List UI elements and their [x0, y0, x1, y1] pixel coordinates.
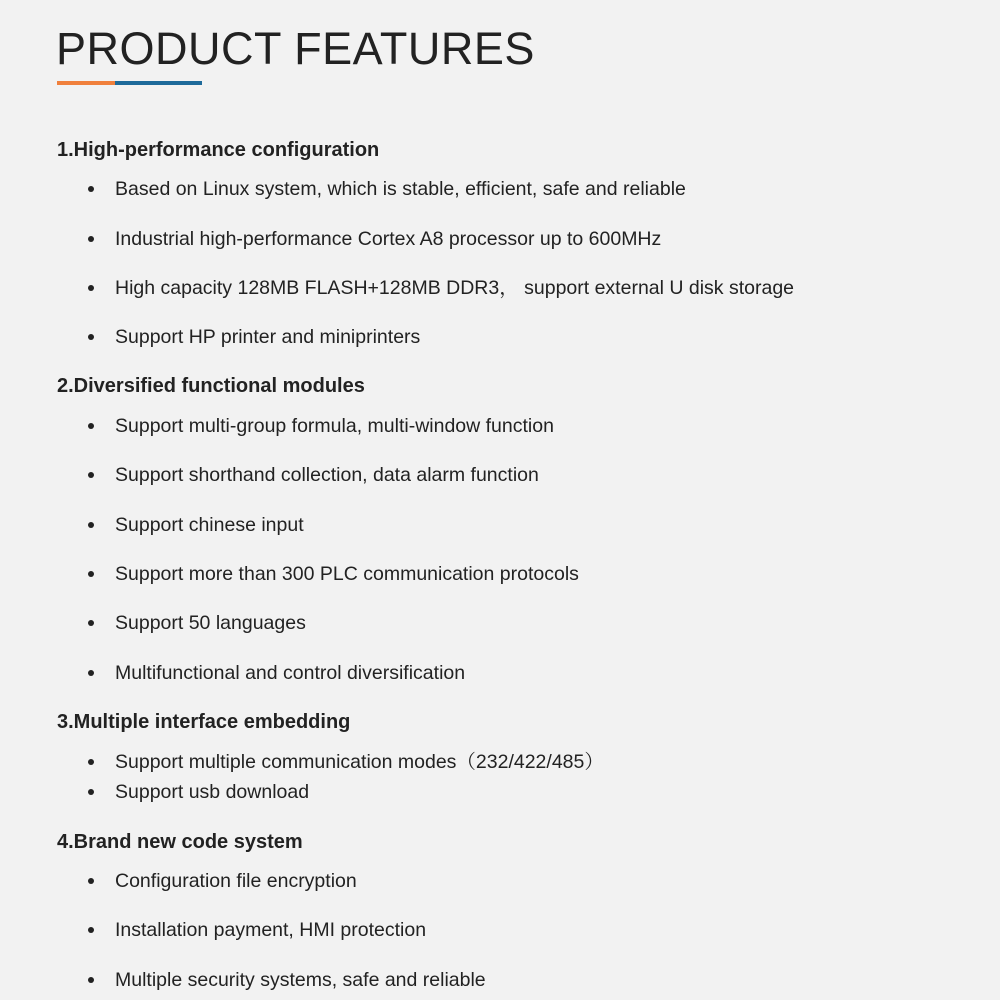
title-underline-orange-segment: [57, 81, 115, 85]
list-item: [88, 968, 486, 992]
list-item: [88, 611, 306, 635]
list-item: [88, 463, 539, 487]
title-underline-blue-segment: [115, 81, 202, 85]
list-item-text: Support usb download: [115, 781, 310, 803]
list-item: [88, 414, 554, 438]
bullet-dot-icon: [88, 977, 94, 983]
list-item-text: Support multiple communication modes（232/422/485）: [115, 751, 604, 773]
list-item: [88, 325, 420, 349]
bullet-dot-icon: [88, 334, 94, 340]
list-item: [88, 513, 304, 537]
list-item: [88, 562, 579, 586]
list-item: [88, 918, 426, 942]
section-heading: 1.High-performance configuration: [57, 139, 380, 161]
bullet-dot-icon: [88, 186, 94, 192]
list-item-text: Support 50 languages: [115, 612, 306, 634]
list-item: [88, 869, 357, 893]
bullet-dot-icon: [88, 620, 94, 626]
page-title: PRODUCT FEATURES: [56, 23, 535, 74]
bullet-dot-icon: [88, 878, 94, 884]
bullet-dot-icon: [88, 285, 94, 291]
list-item-text: High capacity 128MB FLASH+128MB DDR3， support external U disk storage: [115, 277, 795, 299]
bullet-dot-icon: [88, 472, 94, 478]
list-item-text: Industrial high-performance Cortex A8 processor up to 600MHz: [115, 228, 662, 250]
list-item-text: Multifunctional and control diversification: [115, 662, 466, 684]
list-item-text: Support HP printer and miniprinters: [115, 326, 421, 348]
bullet-dot-icon: [88, 927, 94, 933]
list-item-text: Support multi-group formula, multi-window function: [115, 415, 554, 437]
list-item-text: Support more than 300 PLC communication protocols: [115, 563, 579, 585]
bullet-dot-icon: [88, 423, 94, 429]
list-item-text: Configuration file encryption: [115, 870, 357, 892]
list-item: [88, 276, 794, 300]
bullet-dot-icon: [88, 236, 94, 242]
list-item: [88, 750, 604, 774]
list-item: [88, 177, 686, 201]
list-item-text: Multiple security systems, safe and reliable: [115, 969, 486, 991]
bullet-dot-icon: [88, 522, 94, 528]
list-item-text: Support shorthand collection, data alarm function: [115, 464, 539, 486]
section-heading: 2.Diversified functional modules: [57, 375, 365, 397]
bullet-dot-icon: [88, 670, 94, 676]
bullet-dot-icon: [88, 759, 94, 765]
bullet-dot-icon: [88, 571, 94, 577]
title-underline: [57, 81, 202, 85]
list-item: [88, 780, 309, 804]
list-item: [88, 227, 661, 251]
list-item-text: Support chinese input: [115, 514, 304, 536]
bullet-dot-icon: [88, 789, 94, 795]
list-item-text: Installation payment, HMI protection: [115, 919, 427, 941]
list-item-text: Based on Linux system, which is stable, efficient, safe and reliable: [115, 178, 686, 200]
section-heading: 3.Multiple interface embedding: [57, 711, 351, 733]
section-heading: 4.Brand new code system: [57, 831, 303, 853]
list-item: [88, 661, 465, 685]
